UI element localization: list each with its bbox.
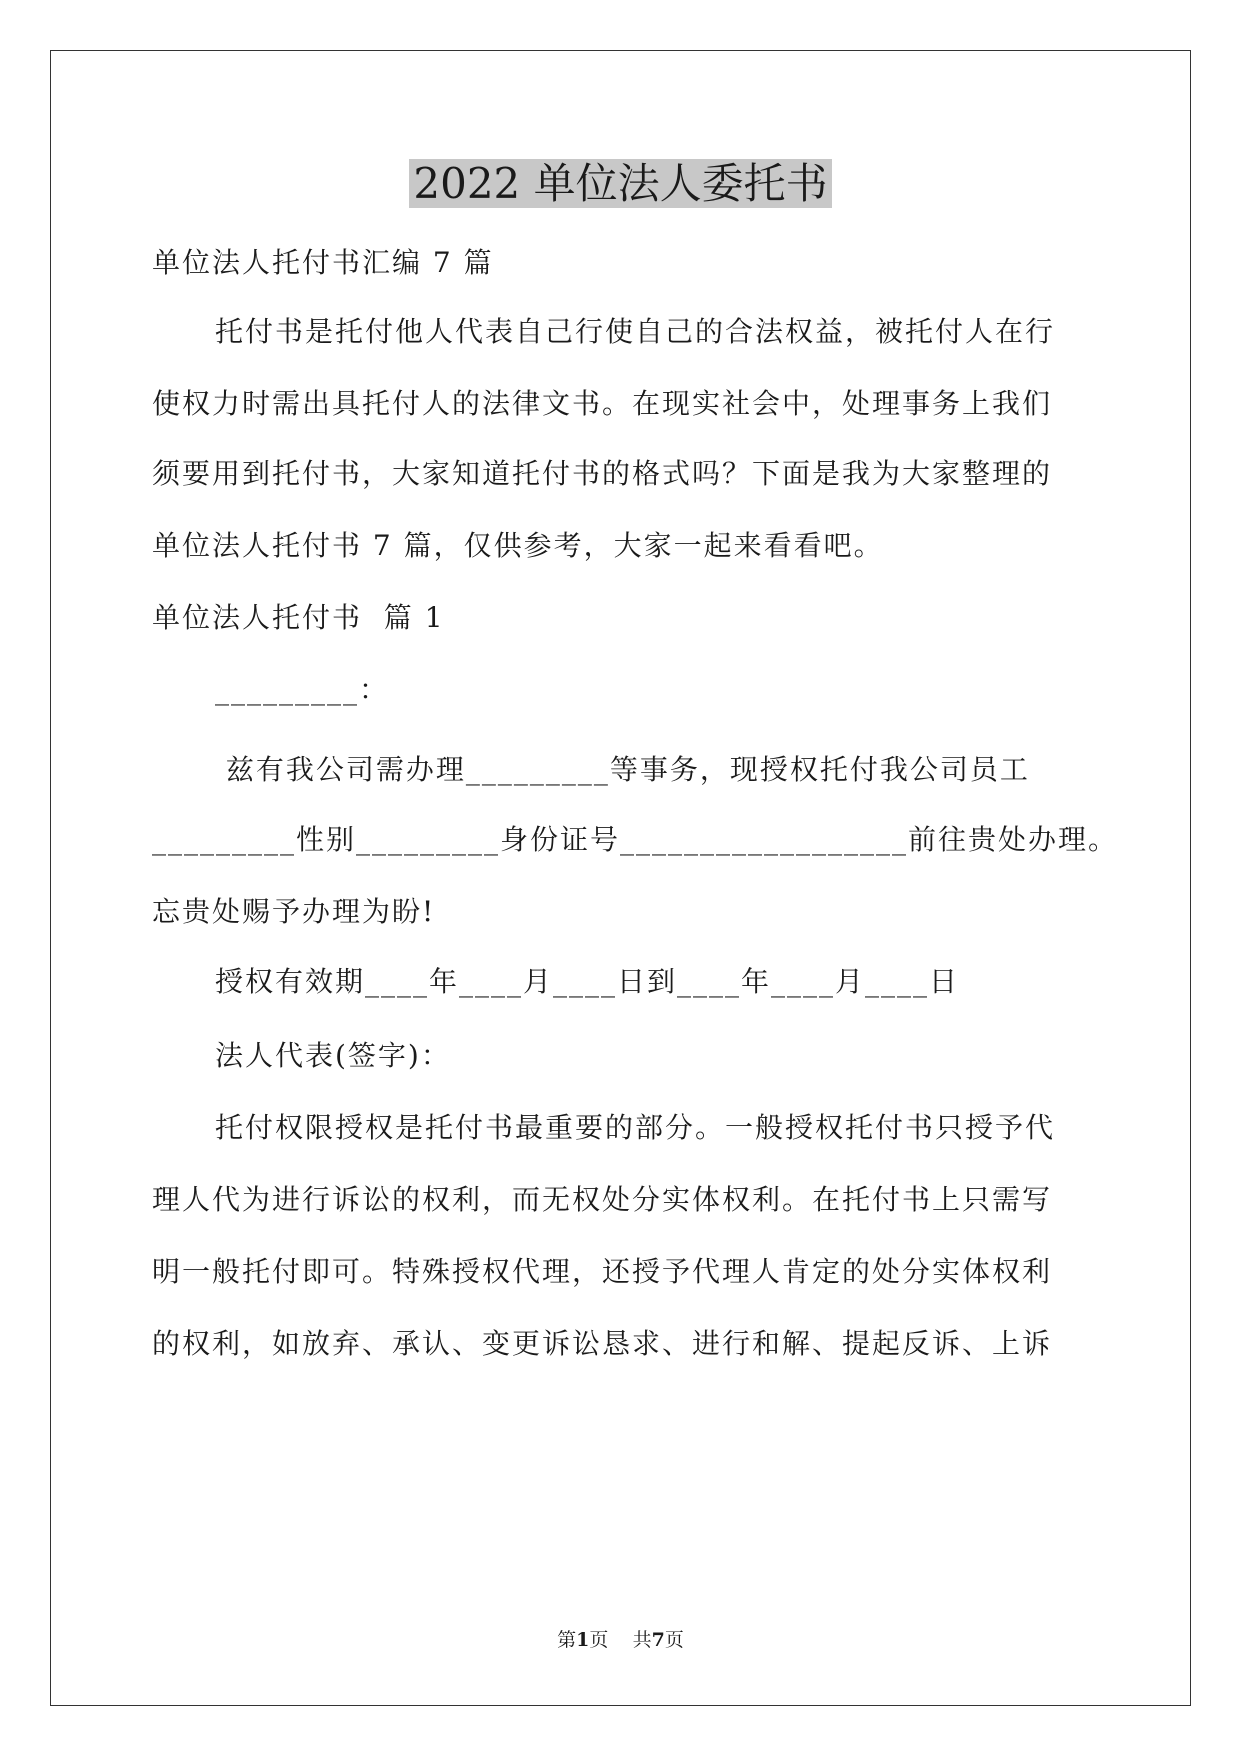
paragraph-line: 托付书是托付他人代表自己行使自己的合法权益，被托付人在行 bbox=[215, 315, 1056, 348]
section-heading: 单位法人托付书 篇 1 bbox=[152, 601, 445, 634]
footer-suffix: 页 bbox=[664, 1629, 684, 1651]
footer-page-number: 1 bbox=[576, 1629, 590, 1651]
validity-line: 授权有效期____年____月____日到____年____月____日 bbox=[215, 965, 960, 998]
signature-line: 法人代表(签字)： bbox=[215, 1039, 451, 1072]
paragraph-line: 的权利，如放弃、承认、变更诉讼恳求、进行和解、提起反诉、上诉 bbox=[152, 1327, 1053, 1360]
page-border bbox=[50, 50, 1191, 1706]
paragraph-line: 忘贵处赐予办理为盼! bbox=[152, 895, 436, 928]
document-title bbox=[0, 152, 1241, 216]
title-text: 2022 单位法人委托书 bbox=[409, 159, 831, 208]
paragraph-line: 单位法人托付书 7 篇，仅供参考，大家一起来看看吧。 bbox=[152, 529, 884, 562]
paragraph-line: 须要用到托付书，大家知道托付书的格式吗？下面是我为大家整理的 bbox=[152, 457, 1053, 490]
paragraph-line: 明一般托付即可。特殊授权代理，还授予代理人肯定的处分实体权利 bbox=[152, 1255, 1053, 1288]
addressee-line: _________： bbox=[215, 673, 390, 706]
paragraph-line: _________性别_________身份证号__________________前往贵处办理。 bbox=[152, 823, 1119, 856]
page-footer bbox=[0, 1627, 1241, 1653]
paragraph-line: 托付权限授权是托付书最重要的部分。一般授权托付书只授予代 bbox=[215, 1111, 1056, 1144]
footer-prefix: 第 bbox=[557, 1629, 577, 1651]
paragraph-line: 使权力时需出具托付人的法律文书。在现实社会中，处理事务上我们 bbox=[152, 387, 1053, 420]
paragraph-line: 理人代为进行诉讼的权利，而无权处分实体权利。在托付书上只需写 bbox=[152, 1183, 1053, 1216]
subtitle-line: 单位法人托付书汇编 7 篇 bbox=[152, 246, 494, 279]
footer-middle: 页 共 bbox=[589, 1629, 652, 1651]
paragraph-line: 兹有我公司需办理_________等事务，现授权托付我公司员工 bbox=[215, 753, 1030, 786]
footer-total-pages: 7 bbox=[651, 1629, 665, 1651]
